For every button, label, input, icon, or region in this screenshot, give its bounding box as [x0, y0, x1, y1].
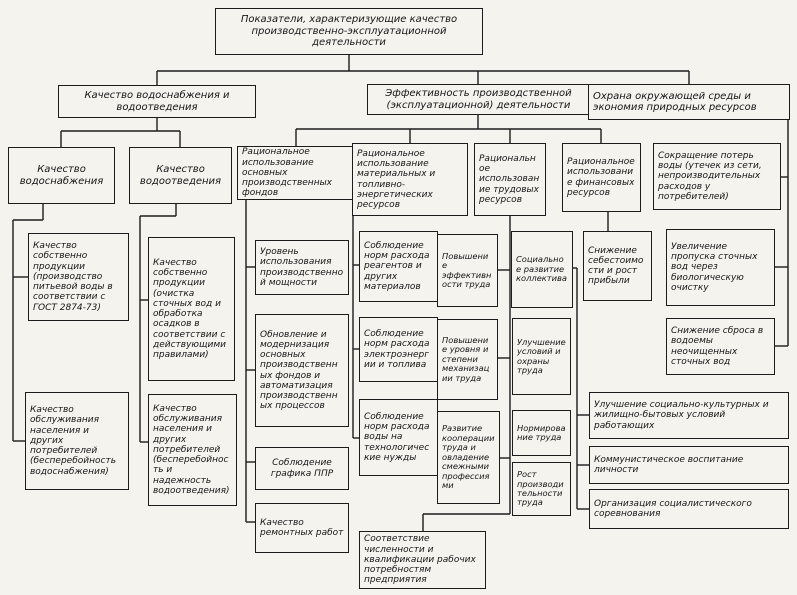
node-ppr-schedule-label: Соблюдение графика ППР: [270, 458, 334, 479]
node-supply-quality-label: Качество водоснабжения: [19, 164, 104, 187]
node-staff-match-label: Соответствие численности и квалификации рабочих потребностям предприятия: [364, 534, 476, 586]
node-water-losses: [653, 143, 781, 210]
node-drainage-product-label: Качество собственно продукции (очистка сточных вод и обработка осадков в соответствии с действующими правилами): [153, 257, 226, 360]
node-supply-product: [28, 233, 129, 321]
node-water-norms: [359, 399, 438, 476]
node-water-norms-label: Соблюдение норм расхода воды на технологические нужды: [364, 411, 430, 463]
node-environment: [588, 84, 790, 120]
node-labor: [474, 143, 546, 216]
node-drainage-quality: [129, 147, 232, 204]
node-biological-treatment: [666, 229, 775, 306]
node-work-conditions: [512, 318, 571, 395]
node-productivity-growth-label: Рост производительности труда: [517, 469, 564, 508]
node-modernization: [255, 314, 349, 427]
node-discharge-reduction: [666, 318, 775, 375]
node-energy-norms: [359, 317, 438, 382]
node-energy-norms-label: Соблюдение норм расхода электроэнергии и топлива: [364, 329, 430, 370]
node-supply-service: [25, 392, 129, 490]
node-root: [215, 8, 483, 55]
node-drainage-service-label: Качество обслуживания населения и других потребителей (бесперебойность и надежность водоотведения): [153, 403, 230, 496]
node-ppr-schedule: [255, 447, 349, 490]
node-supply-service-label: Качество обслуживания населения и других потребителей (бесперебойность водоснабжения): [30, 405, 117, 477]
node-materials-label: Рациональное использование материальных и топливно-энергетических ресурсов: [357, 148, 436, 210]
node-water-quality: [58, 85, 256, 118]
node-cost-reduction: [583, 231, 652, 301]
node-cooperation-label: Развитие кооперации труда и овладение смежными профессиями: [442, 423, 495, 491]
node-efficiency: [367, 84, 590, 115]
node-repair-quality-label: Качество ремонтных работ: [260, 517, 344, 538]
node-finance: [562, 143, 641, 212]
node-supply-quality: [8, 147, 115, 204]
node-biological-treatment-label: Увеличение пропуска сточных вод через биологическую очистку: [671, 241, 758, 293]
node-supply-product-label: Качество собственно продукции (производство питьевой воды в соответствии с ГОСТ 2874-73): [33, 241, 113, 313]
node-communist-education: [589, 446, 789, 484]
node-labor-efficiency: [437, 234, 498, 307]
node-labor-label: Рациональное использование трудовых ресурсов: [479, 153, 540, 205]
node-water-losses-label: Сокращение потерь воды (утечек из сети, непроизводительных расходов у потребителей): [658, 150, 762, 202]
node-social-conditions-label: Улучшение социально-культурных и жилищно-бытовых условий работающих: [594, 400, 769, 431]
node-repair-quality: [255, 503, 349, 553]
node-labor-rationing-label: Нормирование труда: [517, 422, 566, 442]
node-fixed-assets: [237, 146, 355, 200]
node-efficiency-label: Эффективность производственной (эксплуатационной) деятельности: [385, 88, 572, 111]
node-discharge-reduction-label: Снижение сброса в водоемы неочищенных сточных вод: [671, 326, 764, 367]
node-finance-label: Рациональное использование финансовых ресурсов: [567, 157, 635, 198]
node-mechanization-label: Повышение уровня и степени механизации труда: [442, 334, 490, 383]
node-communist-education-label: Коммунистическое воспитание личности: [594, 454, 744, 475]
node-socialist-competition-label: Организация социалистического соревнования: [594, 498, 752, 519]
node-modernization-label: Обновление и модернизация основных производственных фондов и автоматизация производственных процессов: [260, 329, 338, 412]
node-cooperation: [437, 411, 500, 504]
node-drainage-quality-label: Качество водоотведения: [139, 164, 222, 187]
node-work-conditions-label: Улучшение условий и охраны труда: [517, 336, 566, 375]
node-materials: [352, 143, 468, 216]
node-root-label: Показатели, характеризующие качество производственно-эксплуатационной деятельности: [240, 14, 458, 49]
node-staff-match: [359, 531, 486, 589]
node-productivity-growth: [512, 462, 571, 516]
node-mechanization: [437, 319, 498, 400]
node-capacity-level: [255, 240, 349, 295]
node-reagents-norms-label: Соблюдение норм расхода реагентов и других материалов: [364, 240, 430, 292]
node-social-development: [511, 231, 573, 308]
node-environment-label: Охрана окружающей среды и экономия природных ресурсов: [593, 90, 757, 113]
node-capacity-level-label: Уровень использования производственной мощности: [260, 247, 344, 288]
node-labor-rationing: [512, 410, 571, 456]
node-reagents-norms: [359, 231, 438, 302]
node-labor-efficiency-label: Повышение эффективности труда: [442, 250, 492, 289]
node-drainage-service: [148, 394, 237, 506]
node-fixed-assets-label: Рациональное использование основных производственных фондов: [242, 147, 333, 199]
node-water-quality-label: Качество водоснабжения и водоотведения: [84, 90, 230, 113]
node-cost-reduction-label: Снижение себестоимости и рост прибыли: [588, 245, 644, 287]
node-social-conditions: [589, 392, 789, 439]
node-socialist-competition: [589, 489, 789, 529]
node-drainage-product: [148, 237, 235, 381]
node-social-development-label: Социальное развитие коллектива: [516, 254, 568, 284]
